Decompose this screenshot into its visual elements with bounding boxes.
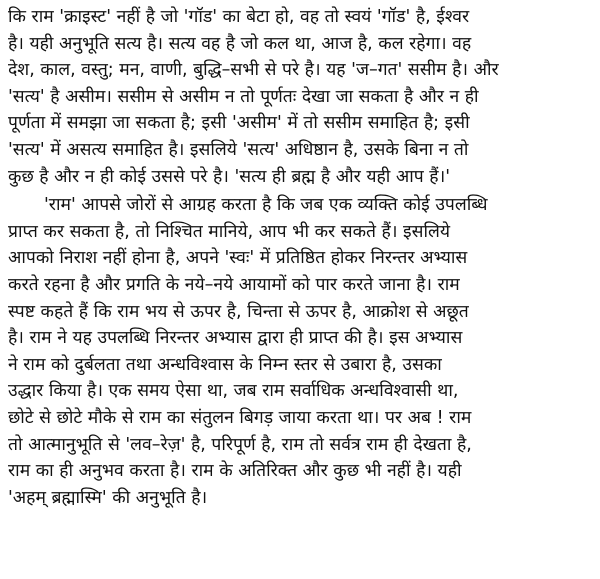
text-line: आपको निराश नहीं होना है, अपने 'स्वः' में प्रतिष्ठित होकर निरन्तर अभ्यास: [8, 248, 468, 269]
text-line: कि राम 'क्राइस्ट' नहीं है जो 'गॉड' का बेटा हो, वह तो स्वयं 'गॉड' है, ईश्वर: [8, 7, 470, 27]
text-line: करते रहना है और प्रगति के नये–नये आयामों को पार करते जाना है। राम: [8, 274, 460, 295]
text-line: राम का ही अनुभव करता है। राम के अतिरिक्त और कुछ भी नहीं है। यही: [8, 461, 462, 482]
text-line: छोटे से छोटे मौके से राम का संतुलन बिगड़ जाया करता था। पर अब ! राम: [8, 407, 472, 428]
text-line: उद्धार किया है। एक समय ऐसा था, जब राम सर्वाधिक अन्धविश्वासी था,: [8, 381, 459, 402]
text-line: है। यही अनुभूति सत्य है। सत्य वह है जो कल था, आज है, कल रहेगा। वह: [8, 33, 472, 54]
text-line: है। राम ने यह उपलब्धि निरन्तर अभ्यास द्वारा ही प्राप्त की है। इस अभ्यास: [8, 328, 463, 349]
text-line: स्पष्ट कहते हैं कि राम भय से ऊपर है, चिन्ता से ऊपर है, आक्रोश से अछूत: [8, 301, 469, 322]
text-line: ने राम को दुर्बलता तथा अन्धविश्वास के निम्न स्तर से उबारा है, उसका: [8, 354, 442, 375]
text-line: पूर्णता में समझा जा सकता है; इसी 'असीम' में तो ससीम समाहित है; इसी: [8, 113, 470, 134]
text-line: 'सत्य' में असत्य समाहित है। इसलिये 'सत्य' अधिष्ठान है, उसके बिना न तो: [8, 139, 469, 160]
text-line: कुछ है और न ही कोई उससे परे है। 'सत्य ही ब्रह्म है और यही आप हैं।': [8, 166, 451, 187]
paragraph-2: [8, 192, 590, 511]
text-line: देश, काल, वस्तु; मन, वाणी, बुद्धि–सभी से परे है। यह 'ज–गत' ससीम है। और: [8, 60, 499, 81]
text-line: 'राम' आपसे जोरों से आग्रह करता है कि जब एक व्यक्ति कोई उपलब्धि: [44, 195, 488, 216]
text-line: 'सत्य' है असीम। ससीम से असीम न तो पूर्णतः देखा जा सकता है और न ही: [8, 86, 479, 107]
paragraph-1: [8, 4, 590, 190]
text-line: 'अहम् ब्रह्मास्मि' की अनुभूति है।: [8, 487, 208, 508]
text-line: प्राप्त कर सकता है, तो निश्चित मानिये, आप भी कर सकते हैं। इसलिये: [8, 221, 450, 242]
text-line: तो आत्मानुभूति से 'लव–रेज़' है, परिपूर्ण है, राम तो सर्वत्र राम ही देखता है,: [8, 434, 472, 455]
